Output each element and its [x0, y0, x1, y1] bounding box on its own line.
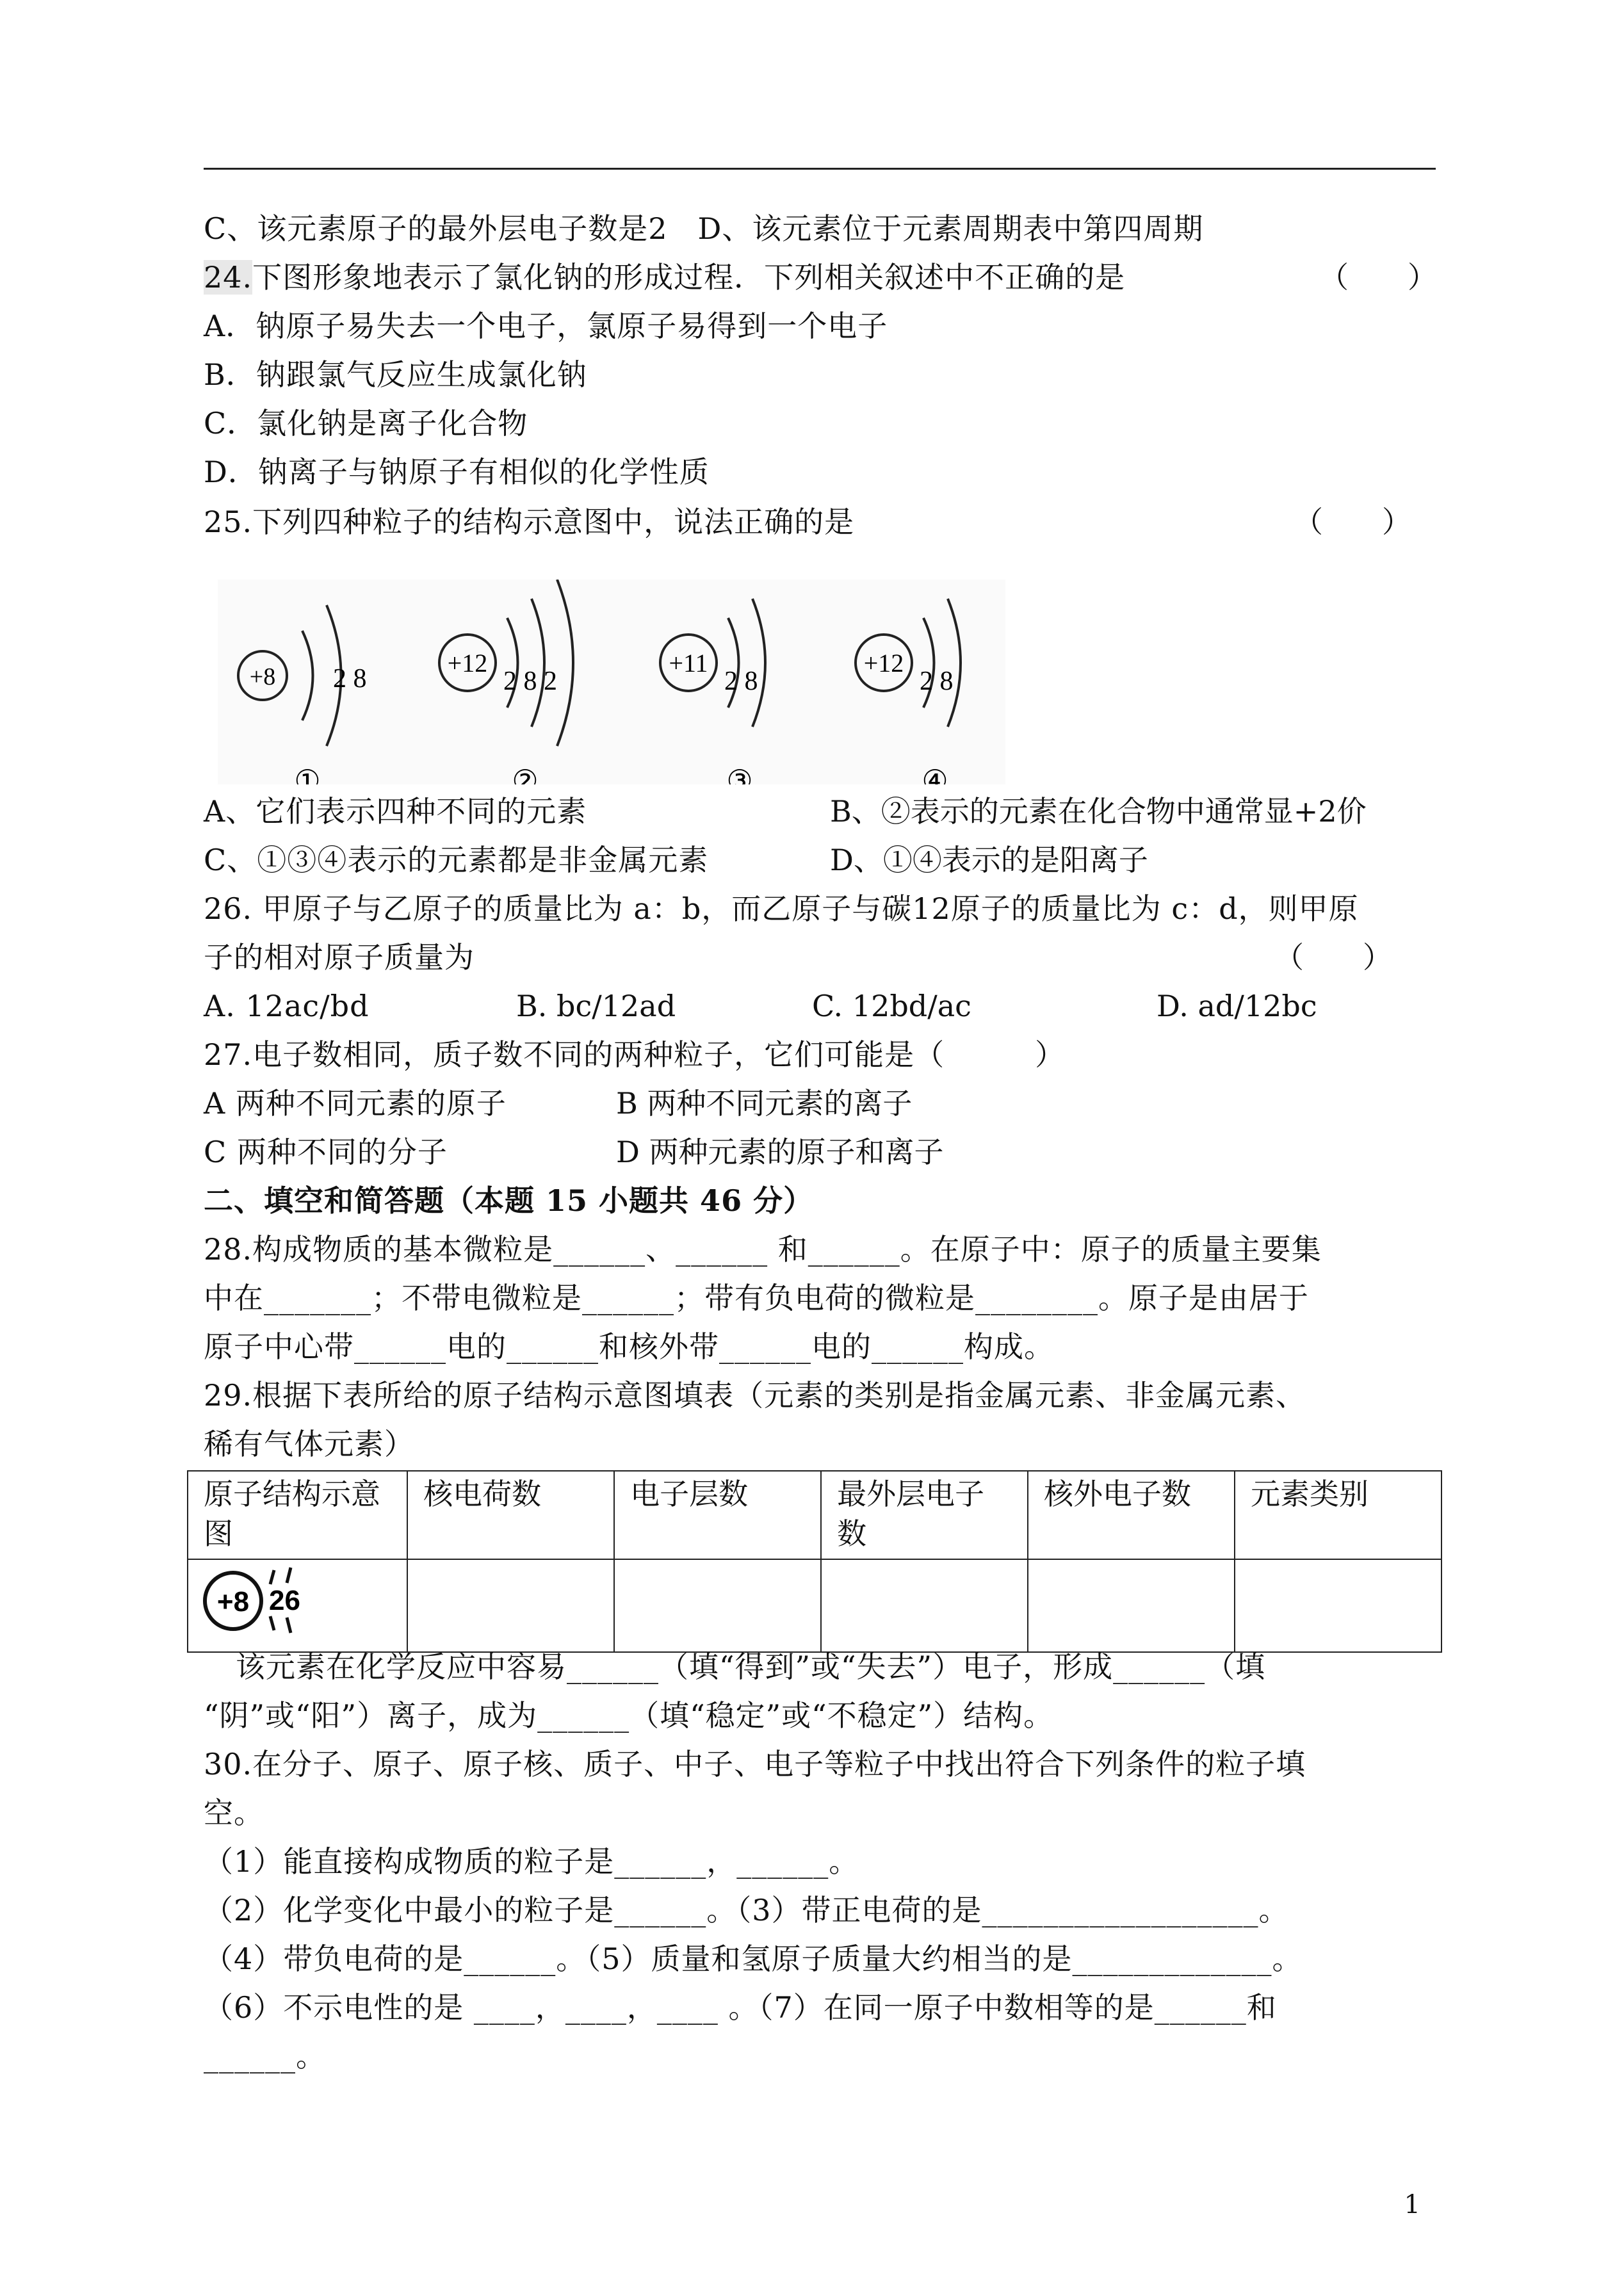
atom-structure-table	[187, 1470, 1442, 1653]
atom-label: ③	[726, 763, 753, 784]
table-header-cell: 核电荷数	[407, 1471, 614, 1559]
question-29-line1: 29.根据下表所给的原子结构示意图填表（元素的类别是指金属元素、非金属元素、	[204, 1378, 1306, 1413]
question-29-after-line2: “阴”或“阳”）离子，成为______（填“稳定”或“不稳定”）结构。	[204, 1698, 1054, 1733]
option-c: C．氯化钠是离子化合物	[204, 406, 528, 441]
atom-diagrams	[218, 580, 1005, 784]
question-number: 24.	[204, 260, 253, 295]
shell-numbers: 2 8	[920, 667, 954, 696]
question-26-line1: 26. 甲原子与乙原子的质量比为 a：b，而乙原子与碳12原子的质量比为 c：d，则甲原	[204, 891, 1359, 926]
nucleus-label: +11	[669, 649, 708, 677]
question-28-line1: 28.构成物质的基本微粒是______、______ 和______。在原子中：原子的质量主要集	[204, 1232, 1322, 1267]
question-25: 25.下列四种粒子的结构示意图中，说法正确的是	[204, 505, 855, 539]
answer-cell[interactable]	[407, 1559, 614, 1652]
option-d: D 两种元素的原子和离子	[616, 1135, 944, 1169]
shell-numbers: 2 8	[724, 667, 758, 696]
question-26-line2: 子的相对原子质量为	[204, 940, 475, 975]
header-rule	[204, 168, 1436, 170]
option-b: B、②表示的元素在化合物中通常显+2价	[830, 794, 1367, 829]
question-29-after-line1: 该元素在化学反应中容易______（填“得到”或“失去”）电子，形成______（填	[236, 1650, 1266, 1684]
question-24	[204, 257, 1125, 297]
answer-paren: （ ）	[1319, 260, 1437, 295]
question-28-line2: 中在_______；不带电微粒是______；带有负电荷的微粒是________。原子是由居于	[204, 1281, 1309, 1315]
question-29-line2: 稀有气体元素）	[204, 1427, 414, 1461]
atom-diagram-cell	[188, 1559, 407, 1652]
nucleus-label: +12	[863, 649, 904, 677]
answer-cell[interactable]	[1235, 1559, 1441, 1652]
option-a: A．钠原子易失去一个电子，氯原子易得到一个电子	[204, 309, 888, 343]
atom-diagram-oxygen	[188, 1560, 342, 1642]
option-a: A 两种不同元素的原子	[204, 1086, 507, 1121]
table-row	[188, 1559, 1441, 1652]
question-30-sub4: （6）不示电性的是 ____，____，____ 。（7）在同一原子中数相等的是______和	[204, 1990, 1277, 2025]
option-b: B．钠跟氯气反应生成氯化钠	[204, 357, 587, 392]
table-header-cell: 元素类别	[1235, 1471, 1441, 1559]
question-30-line1: 30.在分子、原子、原子核、质子、中子、电子等粒子中找出符合下列条件的粒子填	[204, 1747, 1306, 1781]
atom-label: ①	[294, 763, 321, 784]
option-a: A、它们表示四种不同的元素	[204, 794, 587, 829]
answer-cell[interactable]	[1028, 1559, 1235, 1652]
answer-paren: （ ）	[1274, 940, 1392, 975]
atom-structure-figure	[218, 580, 1005, 784]
question-27: 27.电子数相同，质子数不同的两种粒子，它们可能是（ ）	[204, 1037, 1066, 1072]
nucleus-label: +12	[447, 649, 488, 677]
shell-numbers: 26	[269, 1585, 300, 1616]
option-c: C 两种不同的分子	[204, 1135, 448, 1169]
shell-numbers: 2 8 2	[503, 667, 557, 696]
option-d: D、①④表示的是阳离子	[830, 843, 1148, 877]
table-header-cell: 核外电子数	[1028, 1471, 1235, 1559]
nucleus-label: +8	[249, 663, 276, 690]
option-b: B 两种不同元素的离子	[616, 1086, 913, 1121]
nucleus-label: +8	[216, 1586, 250, 1618]
answer-cell[interactable]	[821, 1559, 1028, 1652]
option-b: B. bc/12ad	[516, 989, 676, 1023]
section-heading: 二、填空和简答题（本题 15 小题共 46 分）	[204, 1183, 814, 1218]
question-text: 下图形象地表示了氯化钠的形成过程．下列相关叙述中不正确的是	[252, 260, 1126, 295]
answer-paren: （ ）	[1294, 505, 1411, 539]
question-30-sub2: （2）化学变化中最小的粒子是______。（3）带正电荷的是__________________。	[204, 1893, 1289, 1927]
option-d: D. ad/12bc	[1157, 989, 1317, 1023]
option-d: D．钠离子与钠原子有相似的化学性质	[204, 455, 710, 489]
option-c: C、①③④表示的元素都是非金属元素	[204, 843, 709, 877]
question-30-sub3: （4）带负电荷的是______。（5）质量和氢原子质量大约相当的是_____________。	[204, 1942, 1303, 1976]
question-30-line2: 空。	[204, 1796, 264, 1830]
option-c: C. 12bd/ac	[812, 989, 971, 1023]
question-30-sub1: （1）能直接构成物质的粒子是______，______。	[204, 1844, 859, 1879]
option-line-prev: C、该元素原子的最外层电子数是2 D、该元素位于元素周期表中第四周期	[204, 211, 1204, 246]
question-30-sub5: ______。	[204, 2039, 326, 2073]
atom-label: ②	[512, 763, 539, 784]
page-number: 1	[1404, 2190, 1420, 2219]
table-header-cell: 原子结构示意图	[188, 1471, 407, 1559]
answer-cell[interactable]	[614, 1559, 821, 1652]
atom-label: ④	[922, 763, 948, 784]
question-28-line3: 原子中心带______电的______和核外带______电的______构成。	[204, 1329, 1054, 1364]
table-header-cell: 最外层电子数	[821, 1471, 1028, 1559]
table-header-row	[188, 1471, 1441, 1559]
table-header-cell: 电子层数	[614, 1471, 821, 1559]
option-a: A. 12ac/bd	[204, 989, 369, 1023]
shell-numbers: 2 8	[333, 664, 367, 693]
